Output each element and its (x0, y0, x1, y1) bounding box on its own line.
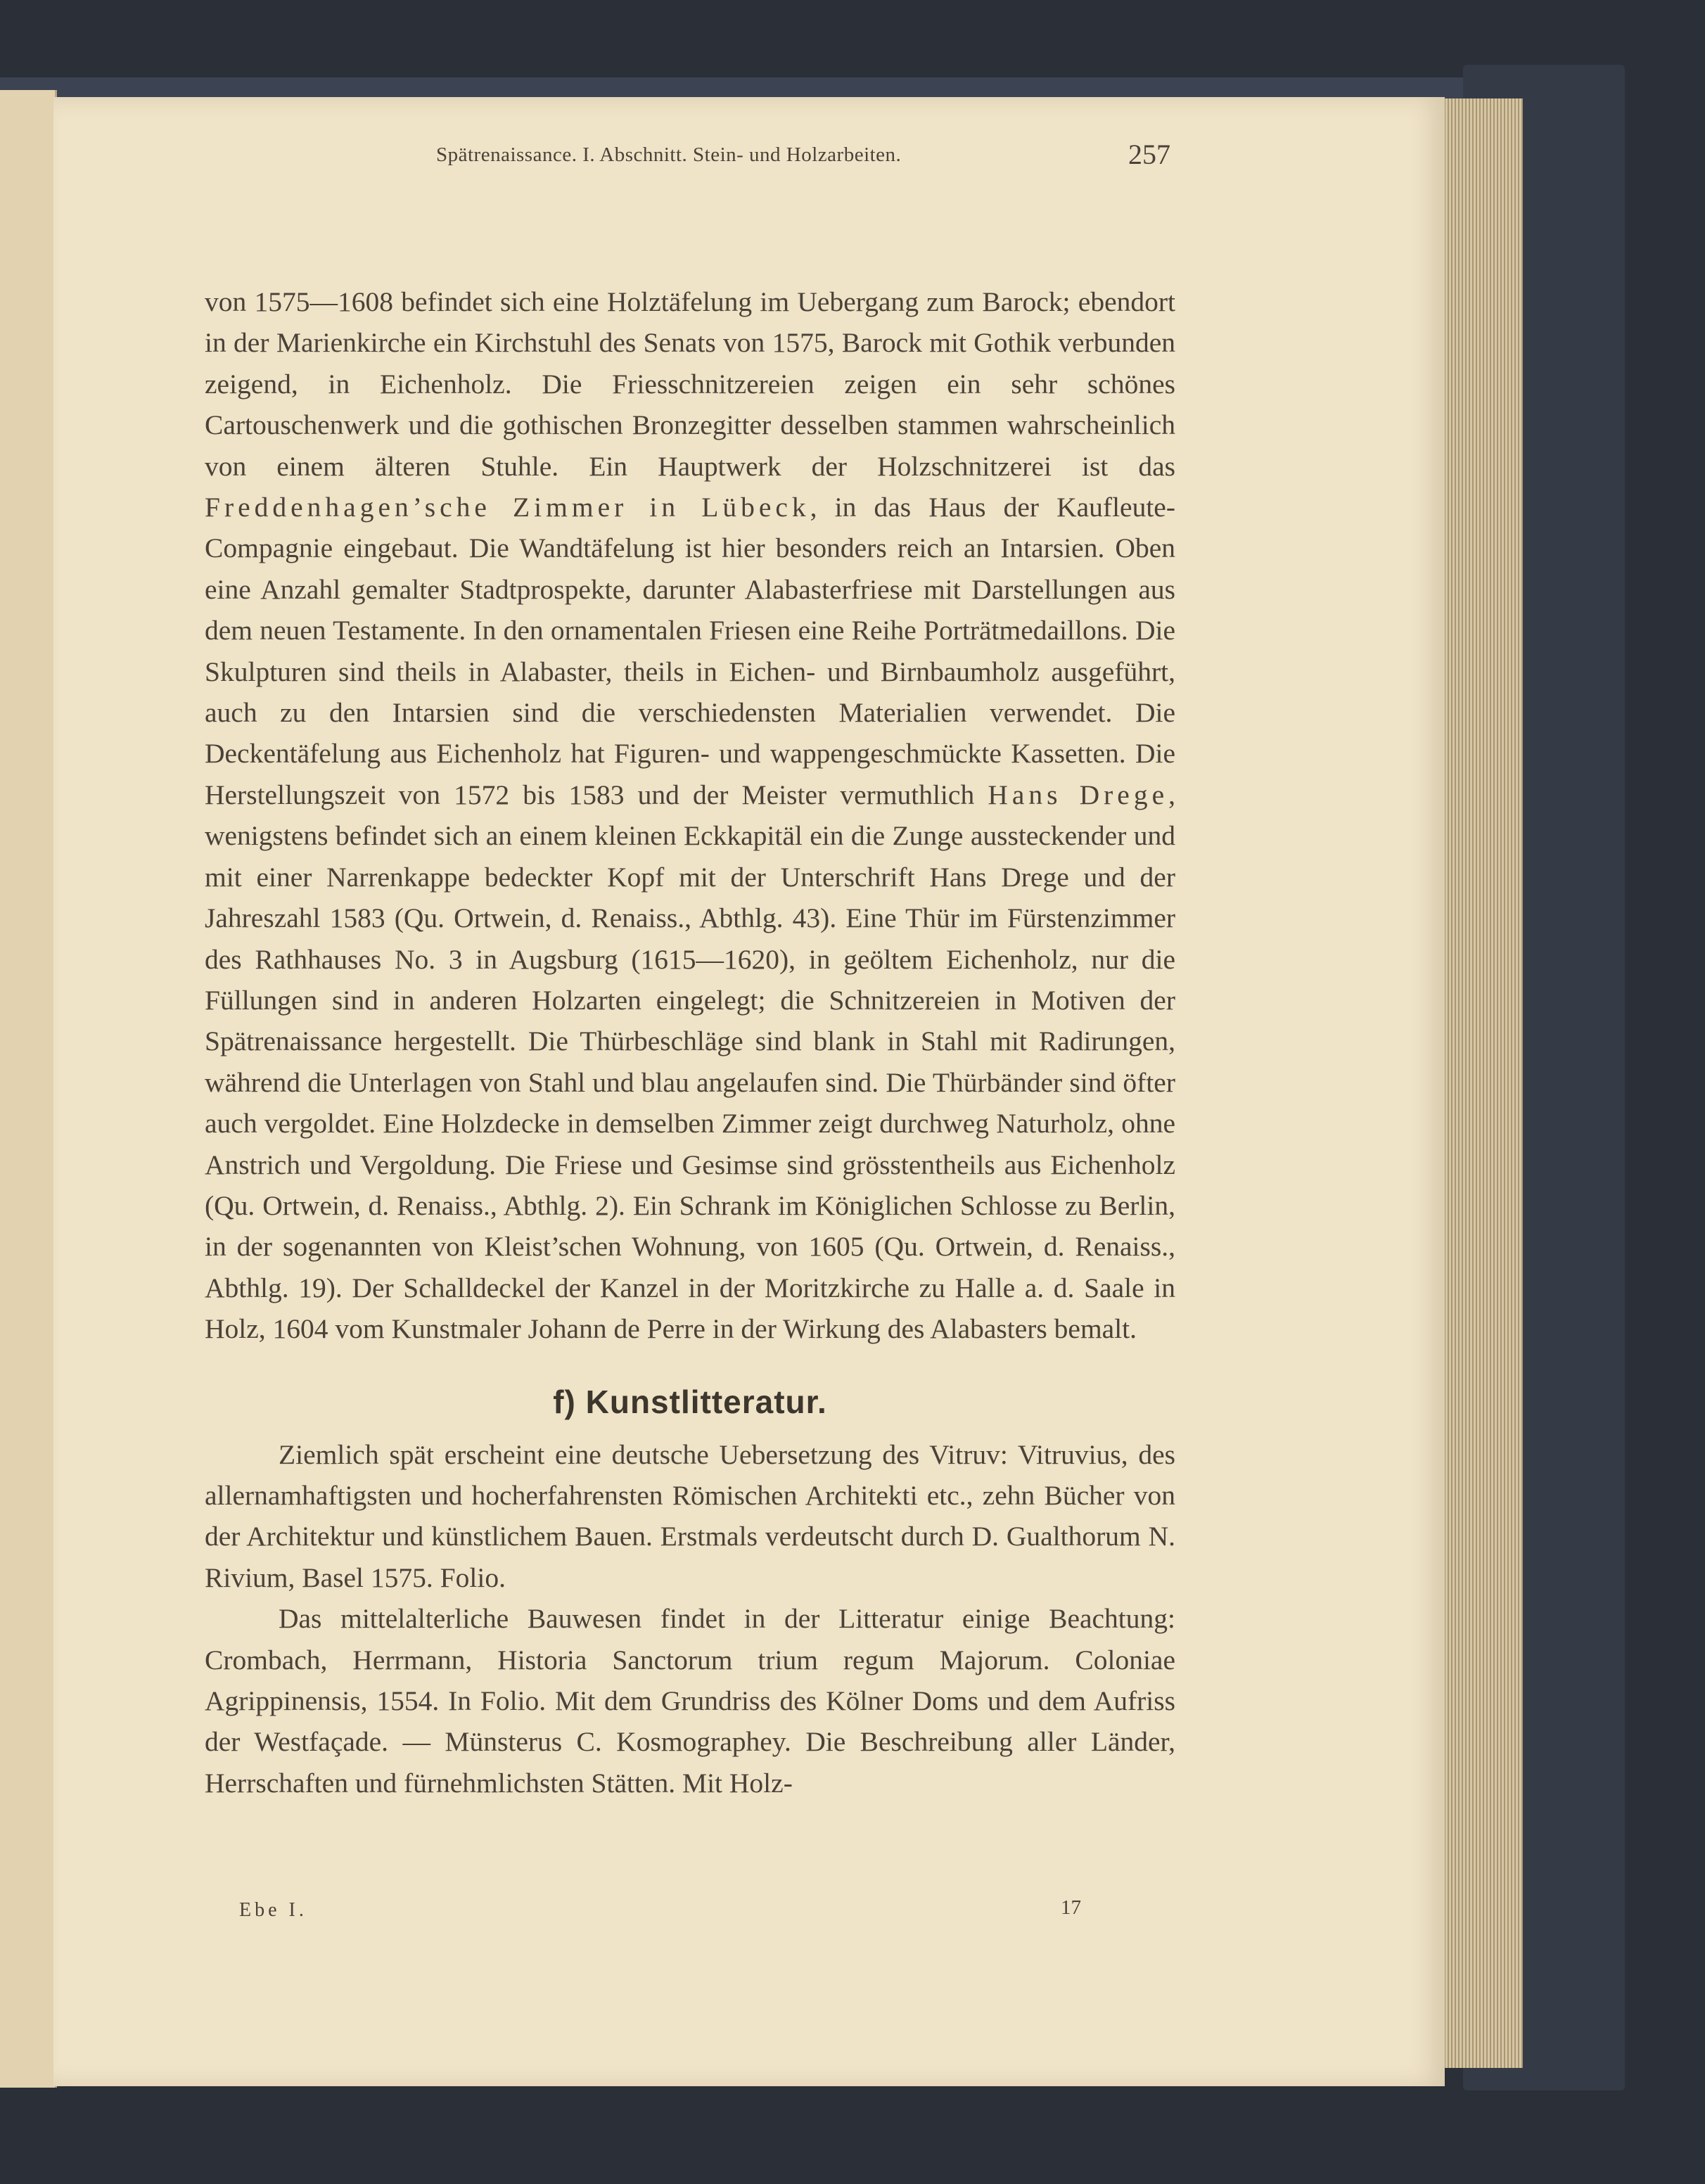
page-body (205, 281, 1175, 1803)
signature-mark: Ebe I. (239, 1899, 307, 1921)
paragraph-2: Ziemlich spät erscheint eine deutsche Uebersetzung des Vitruv: Vitruvius, des allernamhaftigsten und hocherfahrensten Römischen Architekti etc., zehn Bücher von der Architektur und künstlichem Bauen. Erstmals verdeutscht durch D. Gualthorum N. Rivium, Basel 1575. Folio. (205, 1438, 1175, 1593)
section-heading: f) Kunstlitteratur. (553, 1383, 827, 1420)
spaced-name-freddenhagen: Freddenhagen’sche Zimmer in Lübeck (205, 492, 810, 523)
paragraph-1 (205, 281, 1175, 1350)
paragraph-1-text-c: , wenigstens befindet sich an einem kleinen Eckkapitäl ein die Zunge aussteckender und mit einer Narrenkappe bedeckter Kopf mit der Unterschrift Hans Drege und der Jahreszahl 1583 (Qu. Ortwein, d. Renaiss., Abthlg. 43). Eine Thür im Fürstenzimmer des Rathhauses No. 3 in Augsburg (1615—1620), in geöltem Eichenholz, nur die Füllungen sind in anderen Holzarten eingelegt; die Schnitzereien in Motiven der Spätrenaissance hergestellt. Die Thürbeschläge sind blank in Stahl mit Radirungen, während die Unterlagen von Stahl und blau angelaufen sind. Die Thürbänder sind öfter auch vergoldet. Eine Holzdecke in demselben Zimmer zeigt durchweg Naturholz, ohne Anstrich und Vergoldung. Die Friese und Gesimse sind grösstentheils aus Eichenholz (Qu. Ortwein, d. Renaiss., Abthlg. 2). Ein Schrank im Königlichen Schlosse zu Berlin, in der sogenannten von Kleist’schen Wohnung, von 1605 (Qu. Ortwein, d. Renaiss., Abthlg. 19). Der Schalldeckel der Kanzel in der Moritzkirche zu Halle a. d. Saale in Holz, 1604 vom Kunstmaler Johann de Perre in der Wirkung des Alabasters bemalt. (205, 779, 1175, 1345)
page-number: 257 (1128, 139, 1170, 170)
left-page-edge (0, 90, 57, 2088)
spaced-name-drege: Hans Drege (988, 779, 1169, 810)
paragraph-1-text-a: von 1575—1608 befindet sich eine Holztäfelung im Uebergang zum Barock; ebendort in der Marienkirche ein Kirchstuhl des Senats von 1575, Barock mit Gothik verbunden zeigend, in Eichenholz. Die Friesschnitzereien zeigen ein sehr schönes Cartouschenwerk und die gothischen Bronzegitter desselben stammen wahrscheinlich von einem älteren Stuhle. Ein Hauptwerk der Holzschnitzerei ist das (205, 286, 1175, 482)
page-edges (1438, 98, 1523, 2068)
paragraph-3: Das mittelalterliche Bauwesen findet in der Litteratur einige Beachtung: Crombach, Herrmann, Historia Sanctorum trium regum Majorum. Coloniae Agrippinensis, 1554. In Folio. Mit dem Grundriss des Kölner Doms und dem Aufriss der Westfaçade. — Münsterus C. Kosmographey. Die Beschreibung aller Länder, Herrschaften und fürnehmlichsten Stätten. Mit Holz- (205, 1603, 1175, 1799)
sheet-number: 17 (1061, 1896, 1081, 1919)
running-head: Spätrenaissance. I. Abschnitt. Stein- und Holzarbeiten. (436, 143, 902, 166)
paragraph-1-text-b: , in das Haus der Kaufleute-Compagnie eingebaut. Die Wandtäfelung ist hier besonders reich an Intarsien. Oben eine Anzahl gemalter Stadtprospekte, darunter Alabasterfriese mit Darstellungen aus dem neuen Testamente. In den ornamentalen Friesen eine Reihe Porträtmedaillons. Die Skulpturen sind theils in Alabaster, theils in Eichen- und Birnbaumholz ausgeführt, auch zu den Intarsien sind die verschiedensten Materialien verwendet. Die Deckentäfelung aus Eichenholz hat Figuren- und wappengeschmückte Kassetten. Die Herstellungszeit von 1572 bis 1583 und der Meister vermuthlich (205, 492, 1175, 810)
